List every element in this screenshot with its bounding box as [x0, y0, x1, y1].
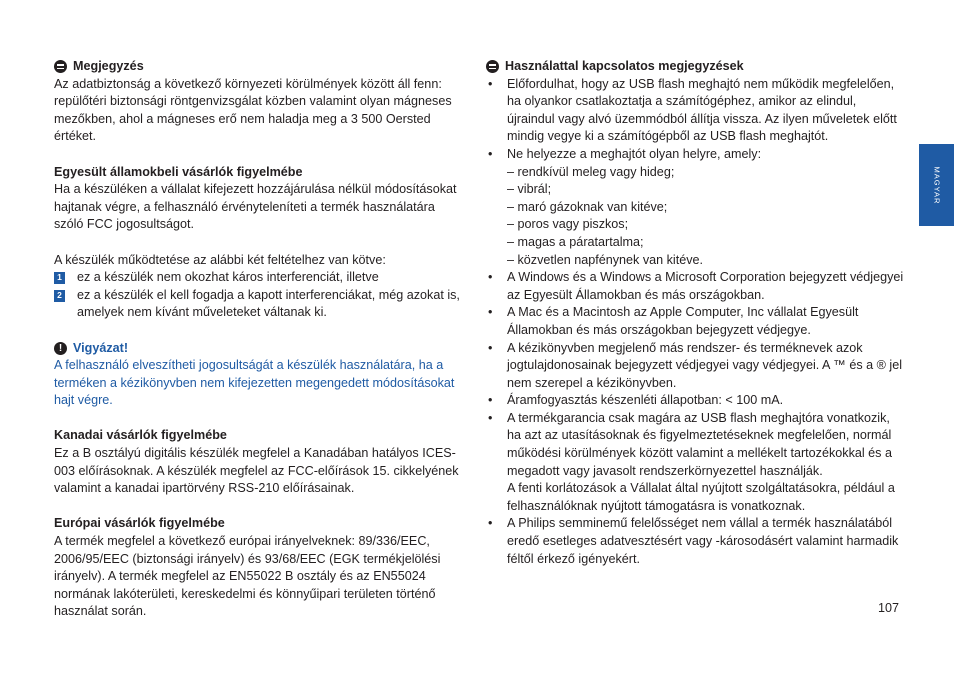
list-item: • Áramfogyasztás készenléti állapotban: < 100 mA. — [486, 392, 904, 410]
warranty-text: • A termékgarancia csak magára az USB flash meghajtóra vonatkozik, ha azt az utasításoknak és figyelmeztetéseknek megfelelően, normál működési körülmények között valamint a mellékelt tartozékokkal és a megadott vagy javasolt rendszerkörnyezettel használják. — [507, 410, 892, 478]
list-item: • A kézikönyvben megjelenő más rendszer- és terméknevek azok jogtulajdonosainak bejegyzett védjegyei vagy védjegyei. A ™ és a ® jel nem szerepel a kézikönyvben. — [486, 340, 904, 393]
usage-notes-title: Használattal kapcsolatos megjegyzések — [505, 59, 744, 73]
usage-notes-heading — [486, 58, 904, 76]
warning-title: Vigyázat! — [73, 340, 129, 355]
europe-customers-title: Európai vásárlók figyelmébe — [54, 516, 225, 531]
note-icon — [486, 60, 499, 73]
sublist-item: – maró gázoknak van kitéve; — [507, 199, 668, 214]
note-icon — [54, 60, 67, 73]
list-item: • A Philips semminemű felelősséget nem vállal a termék használatából eredő esetleges adatvesztésért vagy -károsodásért valamint harmadik féltől érkező igényekért. — [486, 515, 904, 568]
condition-item — [54, 269, 464, 287]
us-customers-title: Egyesült államokbeli vásárlók figyelmébe — [54, 164, 303, 179]
condition-text: ez a készülék el kell fogadja a kapott interferenciákat, még azokat is, amelyek nem kívánt műveleteket váltanak ki. — [77, 287, 460, 320]
note-title: Megjegyzés — [73, 59, 144, 73]
list-item: • Előfordulhat, hogy az USB flash meghajtó nem működik megfelelően, ha olyankor csatlakoztatja a számítógéphez, amikor az elindul, újraindul vagy alvó üzemmódból állítja vissza. Az ilyen műveletek előtt mindig vegye ki a számítógépből az USB flash meghajtót. — [486, 76, 904, 146]
warning-body: A felhasználó elveszítheti jogosultságát a készülék használatára, ha a terméken a kézikönyvben nem kifejezetten megengedett módosításokat hajt végre. — [54, 358, 455, 408]
list-item: • A Mac és a Macintosh az Apple Computer, Inc vállalat Egyesült Államokban és más országokban bejegyzett védjegye. — [486, 304, 904, 339]
europe-customers-body: A termék megfelel a következő európai irányelveknek: 89/336/EEC, 2006/95/EEC (biztonsági irányelv) és 93/68/EEC (EGK termékjelölési irányelv). A termék megfelel az EN55022 B osztály és az EN55024 normának lakóterületi, kereskedelmi és könnyűipari területen történő használat során. — [54, 534, 441, 619]
canada-customers-title: Kanadai vásárlók figyelmébe — [54, 428, 227, 443]
number-badge: 2 — [54, 290, 65, 302]
page-number: 107 — [878, 601, 900, 615]
list-item — [486, 410, 904, 516]
condition-item — [54, 287, 464, 322]
condition-text: ez a készülék nem okozhat káros interferenciát, illetve — [77, 270, 379, 285]
sublist-item: – magas a páratartalma; — [507, 234, 644, 249]
placement-intro: Ne helyezze a meghajtót olyan helyre, amely: — [507, 146, 762, 161]
sublist-item: – poros vagy piszkos; — [507, 217, 629, 232]
canada-customers-body: Ez a B osztályú digitális készülék megfelel a Kanadában hatályos ICES-003 előírásoknak. A készülék megfelel az FCC-előírások 15. cikkelyének valamint a kanadai ipartörvény RSS-210 előírásainak. — [54, 446, 459, 496]
note-body: Az adatbiztonság a következő környezeti körülmények között áll fenn: repülőtéri biztonsági röntgenvizsgálat közben valamint olyan mágneses mezőkben, ahol a mágneses erő nem haladja meg a 3 500 Oersted értéket. — [54, 76, 452, 144]
sublist-item: – vibrál; — [507, 182, 552, 197]
sublist-item: – közvetlen napfénynek van kitéve. — [507, 252, 704, 267]
usage-notes-list — [486, 76, 904, 569]
note-heading — [54, 58, 464, 76]
list-item: • A Windows és a Windows a Microsoft Corporation bejegyzett védjegyei az Egyesült Államokban és más országokban. — [486, 269, 904, 304]
placement-sublist — [507, 164, 904, 270]
list-item — [486, 146, 904, 269]
sublist-item: – rendkívül meleg vagy hideg; — [507, 164, 675, 179]
warning-heading — [54, 340, 464, 358]
warning-icon: ! — [54, 342, 67, 355]
number-badge: 1 — [54, 272, 65, 284]
language-tab — [919, 144, 954, 226]
right-column — [486, 58, 904, 568]
left-column — [54, 58, 464, 621]
warranty-limits-text: A fenti korlátozások a Vállalat által nyújtott szolgáltatásokra, például a felhasználóknak nyújtott támogatásra is vonatkoznak. — [507, 481, 895, 513]
language-label: MAGYAR — [932, 166, 942, 204]
conditions-intro: A készülék működtetése az alábbi két feltételhez van kötve: — [54, 252, 386, 267]
us-customers-body: Ha a készüléken a vállalat kifejezett hozzájárulása nélkül módosításokat hajtanak végre, a felhasználó érvényteleníteti a termék használatára szóló FCC jogosultságot. — [54, 182, 457, 232]
